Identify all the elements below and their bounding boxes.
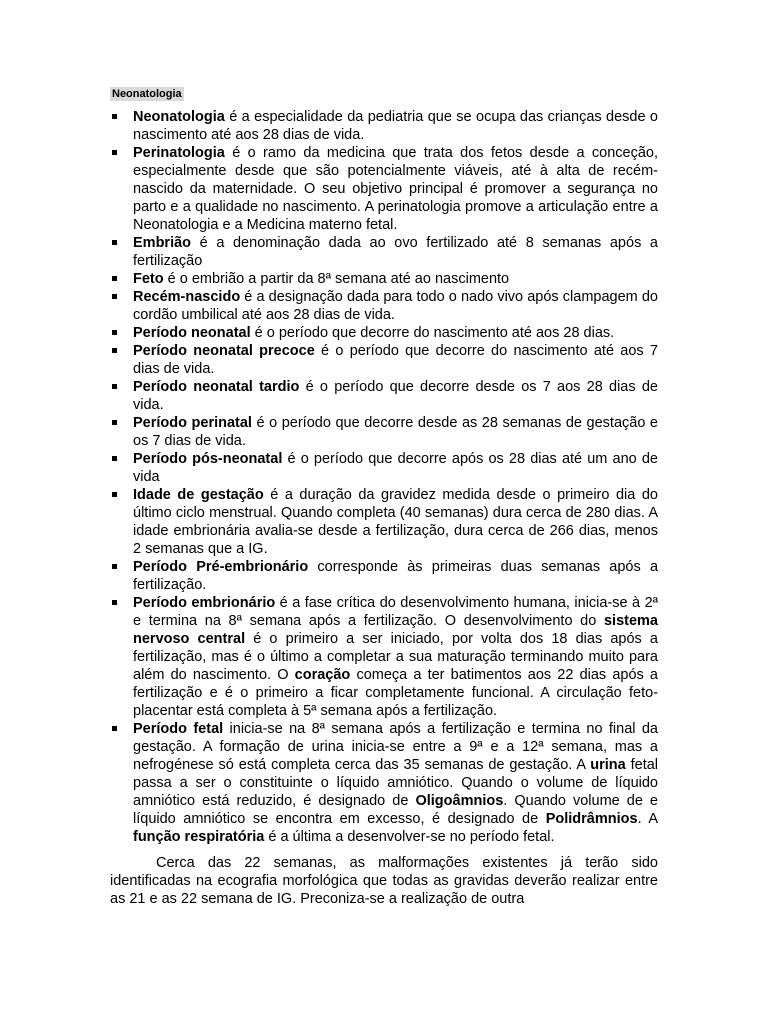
- bullet-icon: [112, 330, 117, 335]
- list-item: [110, 414, 658, 450]
- term: Período neonatal: [133, 325, 251, 341]
- definition-text: é o primeiro a ser iniciado, por volta dos 18 dias após a fertilização, mas é o último a completar a sua maturação terminando muito para além do nascimento. O: [133, 631, 658, 683]
- list-item: [110, 486, 658, 558]
- list-item: [110, 108, 658, 144]
- term: Período perinatal: [133, 415, 252, 431]
- term: Período embrionário: [133, 595, 276, 611]
- definition: é o ramo da medicina que trata dos fetos desde a conceção, especialmente desde que são potencialmente viáveis, até à alta de recém-nascido da maternidade. O seu objetivo principal é promover a segurança no parto e a qualidade no nascimento. A perinatologia promove a articulação entre a Neonatologia e a Medicina materno fetal.: [133, 145, 658, 233]
- definition-list: [110, 108, 658, 846]
- definition: é a designação dada para todo o nado vivo após clampagem do cordão umbilical até aos 28 dias de vida.: [133, 289, 658, 323]
- list-item: [110, 450, 658, 486]
- bullet-icon: [112, 114, 117, 119]
- term: Período pós-neonatal: [133, 451, 283, 467]
- emphasis: Oligoâmnios: [415, 793, 504, 809]
- definition: é o período que decorre do nascimento até aos 28 dias.: [250, 325, 615, 341]
- bullet-icon: [112, 240, 117, 245]
- definition: é o embrião a partir da 8ª semana até ao nascimento: [163, 271, 510, 287]
- emphasis: urina: [590, 757, 626, 773]
- bullet-icon: [112, 150, 117, 155]
- bullet-icon: [112, 456, 117, 461]
- emphasis: função respiratória: [133, 829, 265, 845]
- list-item: [110, 558, 658, 594]
- bullet-icon: [112, 420, 117, 425]
- list-item-fetal: [110, 720, 658, 846]
- definition-text: é a fase crítica do desenvolvimento humana, inicia-se à 2ª e termina na 8ª semana após a fertilização. O desenvolvimento do: [133, 595, 658, 629]
- bullet-icon: [112, 294, 117, 299]
- term: Período neonatal precoce: [133, 343, 315, 359]
- definition: é a duração da gravidez medida desde o primeiro dia do último ciclo menstrual. Quando completa (40 semanas) dura cerca de 280 dias. A idade embrionária avalia-se desde a fertilização, dura cerca de 266 dias, menos 2 semanas que a IG.: [133, 487, 658, 557]
- term: Período neonatal tardio: [133, 379, 300, 395]
- body-paragraph: Cerca das 22 semanas, as malformações existentes já terão sido identificadas na ecografia morfológica que todas as gravidas deverão realizar entre as 21 e as 22 semana de IG. Preconiza-se a realização de outra: [110, 855, 658, 907]
- definition-text: começa a ter batimentos aos 22 dias após a fertilização e é o primeiro a ficar completamente funcional. A circulação feto-placentar está completa à 5ª semana após a fertilização.: [133, 667, 658, 719]
- term: Neonatologia: [133, 109, 225, 125]
- definition: é o período que decorre desde os 7 aos 28 dias de vida.: [133, 379, 658, 413]
- emphasis: Polidrâmnios: [545, 811, 638, 827]
- definition: é a especialidade da pediatria que se ocupa das crianças desde o nascimento até aos 28 dias de vida.: [133, 109, 658, 143]
- term: Embrião: [133, 235, 192, 251]
- list-item: [110, 288, 658, 324]
- bullet-icon: [112, 492, 117, 497]
- document-page: [110, 84, 658, 923]
- term: Idade de gestação: [133, 487, 264, 503]
- bullet-icon: [112, 726, 117, 731]
- definition: é o período que decorre desde as 28 semanas de gestação e os 7 dias de vida.: [133, 415, 658, 449]
- definition-text: fetal passa a ser o constituinte o líquido amniótico. Quando o volume de líquido amniótico está reduzido, é designado de: [133, 757, 659, 809]
- bullet-icon: [112, 564, 117, 569]
- term: Recém-nascido: [133, 289, 241, 305]
- term: Feto: [133, 271, 164, 287]
- list-item: [110, 144, 658, 234]
- definition-text: é a última a desenvolver-se no período fetal.: [264, 829, 555, 845]
- bullet-icon: [112, 276, 117, 281]
- section-heading: Neonatologia: [112, 88, 182, 100]
- term: Período Pré-embrionário: [133, 559, 309, 575]
- bullet-icon: [112, 600, 117, 605]
- emphasis: coração: [294, 667, 351, 683]
- list-item-embrionario: [110, 594, 658, 720]
- definition-text: inicia-se na 8ª semana após a fertilização e termina no final da gestação. A formação de urina inicia-se entre a 9ª e a 12ª semana, mas a nefrogénese só está completa cerca das 35 semanas de gestação. A: [133, 721, 658, 773]
- list-item: [110, 324, 658, 342]
- bullet-icon: [112, 348, 117, 353]
- emphasis: sistema nervoso central: [133, 613, 658, 647]
- term: Perinatologia: [133, 145, 225, 161]
- definition: é o período que decorre após os 28 dias até um ano de vida: [133, 451, 658, 485]
- definition: corresponde às primeiras duas semanas após a fertilização.: [133, 559, 659, 593]
- definition: é a denominação dada ao ovo fertilizado até 8 semanas após a fertilização: [133, 235, 658, 269]
- list-item: [110, 342, 658, 378]
- definition: é o período que decorre do nascimento até aos 7 dias de vida.: [133, 343, 659, 377]
- term: Período fetal: [133, 721, 224, 737]
- list-item: [110, 234, 658, 270]
- definition-text: . Quando volume de e líquido amniótico se encontra em excesso, é designado de: [133, 793, 658, 827]
- list-item: [110, 270, 658, 288]
- bullet-icon: [112, 384, 117, 389]
- definition-text: . A: [637, 811, 659, 827]
- list-item: [110, 378, 658, 414]
